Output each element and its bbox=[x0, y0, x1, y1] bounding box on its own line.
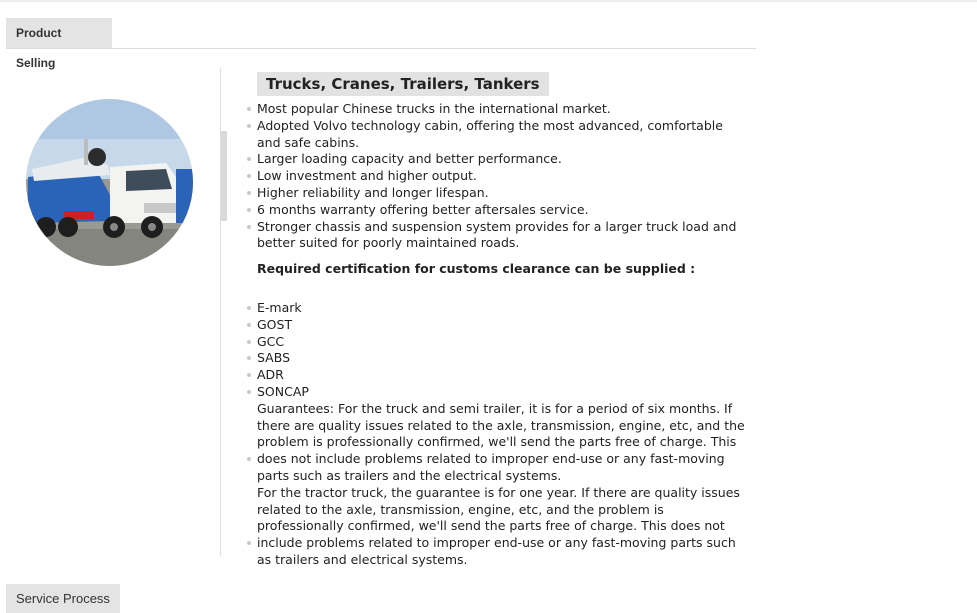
list-item: Higher reliability and longer lifespan. bbox=[245, 185, 745, 202]
list-item: GOST bbox=[245, 317, 745, 334]
list-item: Guarantees: For the truck and semi trailer, it is for a period of six months. If there are quality issues related to the axle, transmission, engine, etc, and the problem is professionally confirmed, we'll send the parts free of charge. This does not include problems related to improper end-use or any fast-moving parts such as trailers and the electrical systems. bbox=[245, 401, 745, 485]
list-item: SONCAP bbox=[245, 384, 745, 401]
list-item: SABS bbox=[245, 350, 745, 367]
scroll-thumb[interactable] bbox=[221, 131, 227, 221]
list-item: E-mark bbox=[245, 300, 745, 317]
feature-list bbox=[245, 101, 745, 252]
product-description bbox=[245, 101, 745, 569]
list-item: For the tractor truck, the guarantee is for one year. If there are quality issues related to the axle, transmission, engine, etc, and the problem is professionally confirmed, we'll send the parts free of charge. This does not include problems related to improper end-use or any fast-moving parts such as trailers and electrical systems. bbox=[245, 485, 745, 569]
list-item: Low investment and higher output. bbox=[245, 168, 745, 185]
product-heading: Trucks, Cranes, Trailers, Tankers bbox=[257, 72, 549, 96]
truck-photo bbox=[26, 99, 193, 266]
list-item: ADR bbox=[245, 367, 745, 384]
certification-heading: Required certification for customs clearance can be supplied : bbox=[257, 261, 696, 277]
tab-product-selling[interactable]: Product Selling bbox=[6, 18, 112, 48]
list-item: Adopted Volvo technology cabin, offering the most advanced, comfortable and safe cabins. bbox=[245, 118, 745, 152]
certification-list bbox=[245, 300, 745, 401]
guarantee-list bbox=[245, 401, 745, 569]
section-divider bbox=[6, 48, 756, 49]
list-item: GCC bbox=[245, 334, 745, 351]
top-border bbox=[0, 0, 977, 2]
tab-service-process[interactable]: Service Process bbox=[6, 584, 120, 613]
list-item: Larger loading capacity and better performance. bbox=[245, 151, 745, 168]
list-item: Stronger chassis and suspension system provides for a larger truck load and better suited for poorly maintained roads. bbox=[245, 219, 745, 253]
list-item: 6 months warranty offering better aftersales service. bbox=[245, 202, 745, 219]
list-item: Most popular Chinese trucks in the international market. bbox=[245, 101, 745, 118]
